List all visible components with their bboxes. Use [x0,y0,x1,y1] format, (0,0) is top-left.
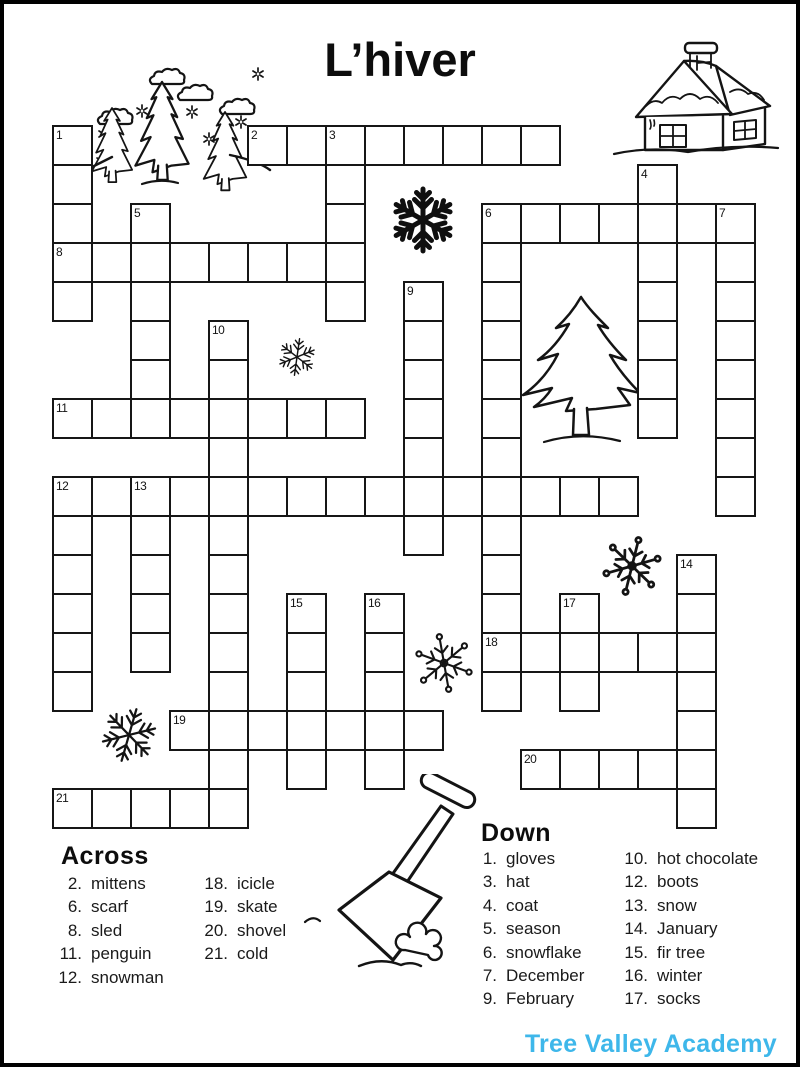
clue-item [473,872,584,895]
crossword-cell[interactable] [286,398,327,439]
down-heading: Down [481,819,552,847]
crossword-cell[interactable] [247,242,288,283]
crossword-cell[interactable] [52,281,93,322]
crossword-cell[interactable] [403,710,444,751]
crossword-cell[interactable] [208,359,249,400]
clue-item [54,897,164,920]
crossword-cell[interactable] [676,203,717,244]
clue-text: socks [657,989,701,1009]
across-clues-column-2 [194,874,286,968]
crossword-cell[interactable] [130,554,171,595]
crossword-cell[interactable] [208,593,249,634]
cell-number: 4 [641,167,648,181]
crossword-grid [4,4,800,834]
clue-number: 11. [59,944,82,964]
clue-item [473,966,584,989]
crossword-cell[interactable] [286,242,327,283]
cell-number: 21 [56,791,69,805]
clue-item [473,989,584,1012]
clue-number: 17. [624,989,648,1009]
crossword-cell[interactable] [442,476,483,517]
clue-number: 1. [482,849,497,868]
clue-item [613,919,758,942]
clue-text: scarf [91,897,128,917]
clue-item [613,943,758,966]
clue-number: 15. [624,942,648,962]
clue-text: shovel [237,920,287,940]
clue-text: December [506,965,585,985]
clue-number: 7. [482,965,497,985]
crossword-cell[interactable] [52,593,93,634]
clue-text: snowman [91,967,164,987]
clue-item [473,849,584,872]
crossword-cell[interactable] [559,476,600,517]
crossword-cell[interactable] [481,593,522,634]
clue-text: January [657,919,718,939]
crossword-cell[interactable] [637,281,678,322]
crossword-cell[interactable] [286,671,327,712]
crossword-cell[interactable] [52,554,93,595]
clue-item [473,943,584,966]
clue-text: skate [237,897,278,917]
crossword-cell[interactable] [208,476,249,517]
crossword-cell[interactable] [403,476,444,517]
crossword-cell[interactable] [52,203,93,244]
crossword-cell[interactable] [52,164,93,205]
crossword-cell[interactable] [520,632,561,673]
clue-number: 20. [204,920,228,940]
clue-item [194,874,286,897]
crossword-cell[interactable] [325,281,366,322]
clue-number: 13. [624,895,648,915]
clue-number: 12. [58,967,82,987]
crossword-cell[interactable] [676,788,717,829]
clue-number: 16. [624,965,648,985]
crossword-cell[interactable] [598,632,639,673]
cell-number: 17 [563,596,576,610]
crossword-cell[interactable] [169,476,210,517]
cell-number: 2 [251,128,258,142]
crossword-cell[interactable] [208,710,249,751]
crossword-cell[interactable] [637,398,678,439]
crossword-cell[interactable] [286,125,327,166]
clue-item [194,897,286,920]
clue-text: sled [91,920,123,940]
clue-number: 6. [482,942,497,962]
crossword-cell[interactable] [325,710,366,751]
crossword-cell[interactable] [481,671,522,712]
crossword-cell[interactable] [403,437,444,478]
crossword-cell[interactable] [520,125,561,166]
crossword-cell[interactable] [676,710,717,751]
clue-number: 10. [624,849,648,868]
cell-number: 14 [680,557,693,571]
clue-text: gloves [506,849,556,868]
crossword-cell[interactable] [715,320,756,361]
down-clues-column-2 [613,849,758,1013]
across-heading: Across [61,842,149,870]
crossword-cell[interactable] [208,632,249,673]
down-clues-column-1 [473,849,584,1013]
crossword-cell[interactable] [325,242,366,283]
clue-text: snow [657,895,697,915]
cell-number: 1 [56,128,63,142]
clue-text: winter [657,965,703,985]
crossword-cell[interactable] [52,671,93,712]
crossword-cell[interactable] [403,320,444,361]
crossword-cell[interactable] [364,476,405,517]
clue-text: hat [506,872,530,892]
crossword-cell[interactable] [286,749,327,790]
crossword-cell[interactable] [481,398,522,439]
crossword-cell[interactable] [91,788,132,829]
crossword-cell[interactable] [637,632,678,673]
clue-item [613,849,758,872]
cell-number: 15 [290,596,303,610]
cell-number: 8 [56,245,63,259]
crossword-cell[interactable] [715,476,756,517]
crossword-cell[interactable] [247,710,288,751]
clue-text: February [506,989,575,1009]
clue-number: 6. [67,897,82,917]
cell-number: 13 [134,479,147,493]
crossword-cell[interactable] [481,359,522,400]
crossword-cell[interactable] [481,437,522,478]
clue-text: hot chocolate [657,849,759,868]
clue-text: icicle [237,874,275,893]
clue-item [54,944,164,967]
clue-item [54,921,164,944]
clue-number: 12. [624,872,648,892]
crossword-cell[interactable] [52,632,93,673]
crossword-cell[interactable] [403,398,444,439]
crossword-cell[interactable] [715,242,756,283]
crossword-cell[interactable] [325,164,366,205]
crossword-cell[interactable] [676,671,717,712]
clue-item [473,919,584,942]
crossword-cell[interactable] [208,788,249,829]
crossword-cell[interactable] [91,242,132,283]
clue-text: boots [657,872,699,892]
crossword-cell[interactable] [715,281,756,322]
clue-item [613,896,758,919]
crossword-cell[interactable] [481,554,522,595]
crossword-cell[interactable] [208,671,249,712]
cell-number: 19 [173,713,186,727]
crossword-cell[interactable] [637,242,678,283]
crossword-cell[interactable] [130,359,171,400]
crossword-cell[interactable] [247,398,288,439]
crossword-cell[interactable] [130,788,171,829]
crossword-cell[interactable] [130,281,171,322]
crossword-cell[interactable] [364,671,405,712]
crossword-cell[interactable] [403,125,444,166]
crossword-cell[interactable] [559,203,600,244]
page-title: L’hiver [324,33,476,86]
crossword-cell[interactable] [130,593,171,634]
branding-text: Tree Valley Academy [524,1030,777,1058]
crossword-cell[interactable] [559,671,600,712]
crossword-cell[interactable] [715,359,756,400]
cell-number: 20 [524,752,537,766]
clue-number: 2. [67,874,82,893]
clue-number: 5. [482,919,497,939]
crossword-cell[interactable] [481,281,522,322]
crossword-cell[interactable] [364,710,405,751]
crossword-cell[interactable] [364,749,405,790]
cell-number: 16 [368,596,381,610]
crossword-cell[interactable] [715,437,756,478]
crossword-cell[interactable] [208,515,249,556]
clue-item [613,966,758,989]
cell-number: 11 [56,401,68,415]
crossword-cell[interactable] [130,398,171,439]
crossword-cell[interactable] [637,320,678,361]
crossword-cell[interactable] [91,398,132,439]
crossword-cell[interactable] [637,359,678,400]
clue-item [613,872,758,895]
crossword-cell[interactable] [325,476,366,517]
clue-number: 9. [482,989,497,1009]
crossword-cell[interactable] [130,320,171,361]
crossword-cell[interactable] [325,398,366,439]
cell-number: 18 [485,635,498,649]
crossword-cell[interactable] [130,632,171,673]
crossword-cell[interactable] [715,398,756,439]
crossword-cell[interactable] [364,125,405,166]
crossword-cell[interactable] [208,437,249,478]
crossword-cell[interactable] [637,203,678,244]
clue-number: 14. [624,919,648,939]
clue-item [54,968,164,991]
crossword-cell[interactable] [481,125,522,166]
crossword-cell[interactable] [676,593,717,634]
crossword-cell[interactable] [598,203,639,244]
cell-number: 12 [56,479,69,493]
crossword-cell[interactable] [325,203,366,244]
crossword-cell[interactable] [520,203,561,244]
crossword-cell[interactable] [130,515,171,556]
cell-number: 7 [719,206,726,220]
clue-item [54,874,164,897]
clue-text: fir tree [657,942,706,962]
crossword-cell[interactable] [559,749,600,790]
crossword-cell[interactable] [364,632,405,673]
crossword-cell[interactable] [442,125,483,166]
crossword-cell[interactable] [403,515,444,556]
clue-text: mittens [91,874,146,893]
crossword-cell[interactable] [208,554,249,595]
clue-number: 8. [67,920,82,940]
crossword-cell[interactable] [481,476,522,517]
crossword-cell[interactable] [52,515,93,556]
clue-text: season [506,919,561,939]
clue-text: penguin [91,944,152,964]
crossword-cell[interactable] [208,749,249,790]
clue-number: 19. [204,897,228,917]
cell-number: 6 [485,206,492,220]
crossword-cell[interactable] [169,242,210,283]
clue-text: coat [506,895,539,915]
cell-number: 3 [329,128,336,142]
crossword-cell[interactable] [286,710,327,751]
crossword-cell[interactable] [286,632,327,673]
crossword-cell[interactable] [559,632,600,673]
crossword-cell[interactable] [676,749,717,790]
clue-number: 21. [204,944,228,964]
cell-number: 5 [134,206,141,220]
crossword-cell[interactable] [481,320,522,361]
crossword-cell[interactable] [286,476,327,517]
cell-number: 9 [407,284,414,298]
crossword-cell[interactable] [169,398,210,439]
crossword-cell[interactable] [208,242,249,283]
across-clues-column-1 [54,874,164,991]
crossword-cell[interactable] [481,515,522,556]
clue-text: snowflake [506,942,582,962]
clue-number: 4. [482,895,497,915]
crossword-cell[interactable] [247,476,288,517]
crossword-cell[interactable] [208,398,249,439]
crossword-cell[interactable] [169,788,210,829]
crossword-cell[interactable] [598,476,639,517]
crossword-cell[interactable] [598,749,639,790]
crossword-cell[interactable] [91,476,132,517]
crossword-cell[interactable] [520,476,561,517]
cell-number: 10 [212,323,225,337]
crossword-cell[interactable] [637,749,678,790]
crossword-cell[interactable] [130,242,171,283]
clue-item [194,944,286,967]
crossword-cell[interactable] [676,632,717,673]
clue-text: cold [237,944,269,964]
clue-number: 18. [204,874,228,893]
clue-number: 3. [482,872,497,892]
clue-item [194,921,286,944]
crossword-cell[interactable] [403,359,444,400]
clue-item [473,896,584,919]
clue-item [613,989,758,1012]
crossword-cell[interactable] [481,242,522,283]
